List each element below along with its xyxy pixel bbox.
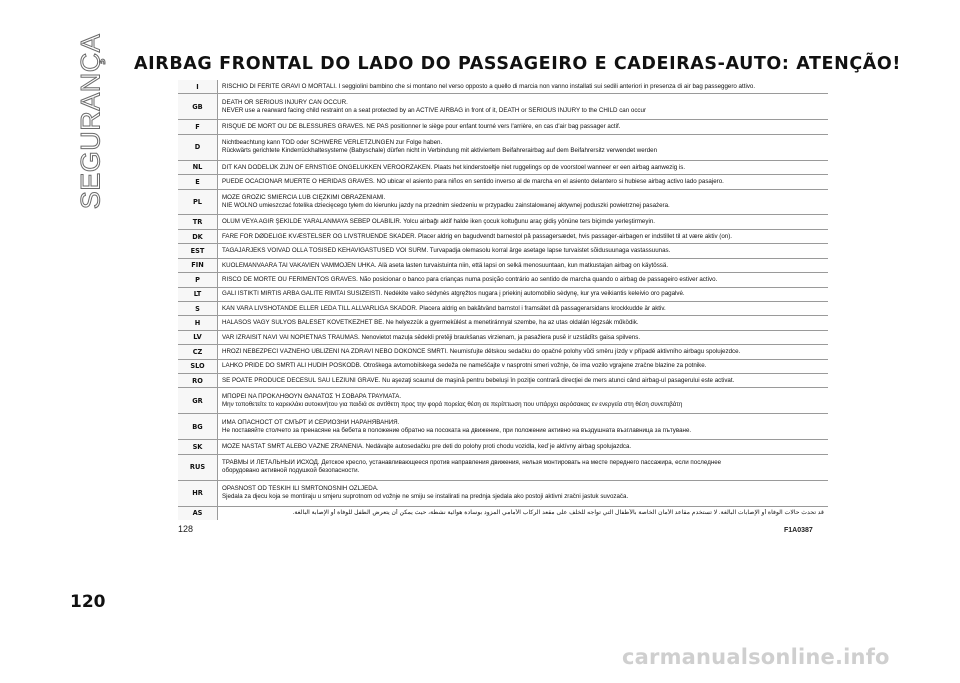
language-code: E (178, 175, 218, 188)
warning-text (218, 161, 828, 174)
table-row (178, 316, 828, 330)
language-code: SK (178, 440, 218, 453)
warning-text (218, 414, 828, 439)
table-row (178, 161, 828, 175)
section-label-text: SEGURANÇA (75, 33, 106, 209)
warning-line: TAGAJÄRJEKS VÕIVAD OLLA TÕSISED KEHAVIGASTUSED VÕI SURM. Turvapadja olemasolu korral ärge asetage lapse turvaistet sõidusuunaga vastassuunas. (222, 247, 671, 255)
language-code: EST (178, 244, 218, 257)
language-code: PL (178, 190, 218, 215)
table-row (178, 94, 828, 120)
warning-line: DEATH OR SERIOUS INJURY CAN OCCUR. (222, 99, 348, 107)
language-code: GR (178, 388, 218, 413)
warning-line: ΜΠΟΡΕΙ ΝΑ ΠΡΟΚΛΗΘΟΥΝ ΘΑΝΑΤΟΣ Ή ΣΟΒΑΡΑ ΤΡΑΥΜΑΤΑ. (222, 393, 402, 401)
warning-table (178, 80, 828, 520)
language-code: HR (178, 481, 218, 506)
warning-text (218, 331, 828, 344)
table-row (178, 259, 828, 273)
language-code: S (178, 302, 218, 315)
warning-line: VAR IZRAISĪT NĀVI VAI NOPIETNAS TRAUMAS. Nenovietot mazuļa sēdekli pretēji braukšanas virzienam, ja pasažiera pusē ir uzstādīts gaisa spilvens. (222, 333, 641, 341)
language-code: I (178, 80, 218, 93)
table-row (178, 175, 828, 189)
figure-number: 128 (178, 524, 194, 534)
warning-line: DIT KAN DODELIJK ZIJN OF ERNSTIGE ONGELUKKEN VEROORZAKEN. Plaats het kinderstoeltje niet ruggelings op de voorstoel wanneer er een airbag aanwezig is. (222, 163, 686, 171)
warning-line: RISCHIO DI FERITE GRAVI O MORTALI. I seggiolini bambino che si montano nel verso opposto a quello di marcia non vanno installati sui sedili anteriori in presenza di air bag passeggero attivo. (222, 82, 756, 90)
warning-text (218, 288, 828, 301)
warning-line: OPASNOST OD TEŠKIH ILI SMRTONOSNIH OZLJEDA. (222, 485, 379, 493)
watermark-link[interactable]: carmanualsonline.info (622, 645, 890, 669)
table-row (178, 440, 828, 454)
language-code: CZ (178, 345, 218, 358)
warning-line: Nichtbeachtung kann TOD oder SCHWERE VERLETZUNGEN zur Folge haben. (222, 139, 443, 147)
table-row (178, 481, 828, 507)
warning-text (218, 135, 828, 160)
warning-text (218, 440, 828, 453)
warning-line: Rückwärts gerichtete Kinderrückhaltesysteme (Babyschale) dürfen nicht in Verbindung mit aktiviertem Beifahrerairbag auf dem Beifahrersitz verwendet werden (222, 147, 658, 155)
warning-line: قد تحدث حالات الوفاة أو الإصابات البالغة. لا تستخدم مقاعد الأمان الخاصة بالأطفال التي تواجه للخلف على مقعد الركاب الأمامي المزود بوسادة هوائية نشطة، حيث يمكن أن يتعرض الطفل للوفاة أو الإصابة البالغة. (292, 509, 824, 517)
page-number: 120 (70, 592, 106, 612)
language-code: DK (178, 230, 218, 243)
warning-text (218, 175, 828, 188)
warning-line: RISCO DE MORTE OU FERIMENTOS GRAVES. Não posicionar o banco para crianças numa posição contrário ao sentido de marcha quando o airbag de passageiro estiver activo. (222, 275, 718, 283)
language-code: LV (178, 331, 218, 344)
table-row (178, 273, 828, 287)
table-row (178, 302, 828, 316)
figure-code: F1A0387 (784, 527, 813, 534)
warning-line: PUEDE OCACIONAR MUERTE O HERIDAS GRAVES. NO ubicar el asiento para niños en sentido inverso al de marcha en el asiento delantero si hubiese airbag activo lado pasajero. (222, 177, 724, 185)
table-row (178, 230, 828, 244)
warning-line: LAHKO PRIDE DO SMRTI ALI HUDIH POŠKODB. Otroškega avtomobilskega sedeža ne nameščajte v nasprotni smeri vožnje, če ima vozilo vgrajene zračne blazine za potnike. (222, 362, 707, 370)
table-row (178, 414, 828, 440)
table-row (178, 215, 828, 229)
warning-line: HROZÍ NEBEZPEČÍ VÁŽNÉHO UBLÍŽENÍ NA ZDRAVÍ NEBO DOKONCE SMRTI. Neumisťujte dětskou sedačku do opačné polohy vůči směru jízdy v případě aktivního airbagu spolujezdce. (222, 347, 741, 355)
warning-line: NIE WOLNO umieszczać fotelika dziecięcego tyłem do kierunku jazdy na przednim siedzeniu w przypadku zainstalowanej aktywnej poduszki powietrznej pasażera. (222, 202, 670, 209)
language-code: TR (178, 215, 218, 228)
language-code: D (178, 135, 218, 160)
table-row (178, 190, 828, 216)
language-code: NL (178, 161, 218, 174)
language-code: GB (178, 94, 218, 119)
table-row (178, 80, 828, 94)
warning-line: SE POATE PRODUCE DECESUL SAU LEZIUNI GRAVE. Nu aşezaţi scaunul de maşină pentru bebeluşi în poziţie contrară direcţiei de mers atunci când airbag-ul pasagerului este activat. (222, 376, 735, 384)
warning-text (218, 94, 828, 119)
warning-text (218, 316, 828, 329)
table-row (178, 288, 828, 302)
warning-text (218, 360, 828, 373)
warning-text (218, 120, 828, 133)
warning-text (218, 455, 828, 480)
table-row (178, 388, 828, 414)
warning-text (218, 190, 828, 215)
warning-line: MOŻE GROZIĆ ŚMIERCIA LUB CIĘŻKIMI OBRAŻENIAMI. (222, 194, 386, 202)
page-title: AIRBAG FRONTAL DO LADO DO PASSAGEIRO E CADEIRAS-AUTO: ATENÇÃO! (134, 54, 901, 74)
section-vertical-label (70, 33, 112, 209)
table-row (178, 345, 828, 359)
language-code: P (178, 273, 218, 286)
warning-text (218, 215, 828, 228)
warning-text (218, 273, 828, 286)
language-code: BG (178, 414, 218, 439)
language-code: F (178, 120, 218, 133)
table-row (178, 507, 828, 520)
warning-line: NEVER use a rearward facing child restraint on a seat protected by an ACTIVE AIRBAG in front of it, DEATH or SERIOUS INJURY to the CHILD can occur (222, 106, 647, 114)
warning-text (218, 345, 828, 358)
warning-text (218, 259, 828, 272)
language-code: RO (178, 374, 218, 387)
warning-text (218, 388, 828, 413)
warning-line: Μην τοποθετείτε το καρεκλάκι αυτοκινήτου για παιδιά σε αντίθετη προς την φορά πορείας θέση σε περίπτωση που υπάρχει αερόσακας εν ενεργεία στη θέση συνεπιβάτη (222, 400, 683, 408)
warning-line: FARE FOR DØDELIGE KVÆSTELSER OG LIVSTRUENDE SKADER. Placer aldrig en bagudvendt barnestol på passagersædet, hvis passager-airbagen er indstillet til at være aktiv (on). (222, 232, 732, 240)
warning-text (218, 507, 828, 520)
warning-line: HALÁSOS VAGY SÚLYOS BALESET KÖVETKEZHET BE. Ne helyezzük a gyermekülést a menetiránnyal szembe, ha az utas oldalán légzsák működik. (222, 319, 639, 327)
warning-line: оборудовано активной подушкой безопасности. (222, 467, 360, 475)
table-row (178, 331, 828, 345)
table-row (178, 374, 828, 388)
table-row (178, 244, 828, 258)
table-row (178, 360, 828, 374)
warning-line: ИМА ОПАСНОСТ ОТ СМЪРТ И СЕРИОЗНИ НАРАНЯВАНИЯ. (222, 419, 400, 427)
warning-text (218, 80, 828, 93)
warning-line: ÖLÜM VEYA AĞIR ŞEKİLDE YARALANMAYA SEBEP OLABİLİR. Yolcu airbağı aktif halde iken çocuk koltuğunu araç gidiş yönüne ters biçimde yerleştirmeyin. (222, 218, 655, 226)
table-row (178, 120, 828, 134)
warning-text (218, 481, 828, 506)
warning-line: ТРАВМЫ И ЛЕТАЛЬНЫЙ ИСХОД. Детское кресло, устанавливающееся против направления движения, нельзя монтировать на месте переднего пассажира, если последнее (222, 459, 722, 467)
warning-line: Не поставяйте столчето за пренасяне на бебета в положение обратно на посоката на движение, при положение активно на въздушната възглавница за пътуване. (222, 426, 692, 434)
warning-line: RISQUE DE MORT OU DE BLESSURES GRAVES. NE PAS positionner le siège pour enfant tourné vers l'arrière, en cas d'air bag passager actif. (222, 123, 621, 131)
warning-line: MÔŽE NASTAŤ SMRŤ ALEBO VÁŽNE ZRANENIA. Nedávajte autosedačku pre deti do polohy proti chodu vozidla, keď je aktívny airbag spolujazdca. (222, 443, 632, 451)
warning-line: GALI IŠTIKTI MIRTIS ARBA GALITE RIMTAI SUSIŽEISTI. Nedėkite vaiko sėdynės atgręžtos nugara į priekinį automobilio sėdynę, kur yra veikiantis keleivio oro pagalvė. (222, 290, 685, 298)
warning-line: KUOLEMANVAARA TAI VAKAVIEN VAMMOJEN UHKA. Älä aseta lasten turvaistuinta niin, että lapsi on selkä menosuuntaan, kun matkustajan airbag on käytössä. (222, 261, 669, 269)
language-code: AS (178, 507, 218, 520)
language-code: FIN (178, 259, 218, 272)
warning-text (218, 374, 828, 387)
table-row (178, 135, 828, 161)
warning-text (218, 230, 828, 243)
language-code: H (178, 316, 218, 329)
warning-line: KAN VARA LIVSHOTANDE ELLER LEDA TILL ALLVARLIGA SKADOR. Placera aldrig en bakåtvänd barnstol i framsätet då passagerarsidans krockkudde är aktiv. (222, 304, 666, 312)
language-code: RUS (178, 455, 218, 480)
warning-text (218, 244, 828, 257)
warning-text (218, 302, 828, 315)
language-code: SLO (178, 360, 218, 373)
warning-line: Sjedala za djecu koja se montiraju u smjeru suprotnom od vožnje ne smiju se instalirati na prednja sjedala ako postoji aktivni zračni jastuk suvozača. (222, 493, 629, 501)
language-code: LT (178, 288, 218, 301)
table-row (178, 455, 828, 481)
